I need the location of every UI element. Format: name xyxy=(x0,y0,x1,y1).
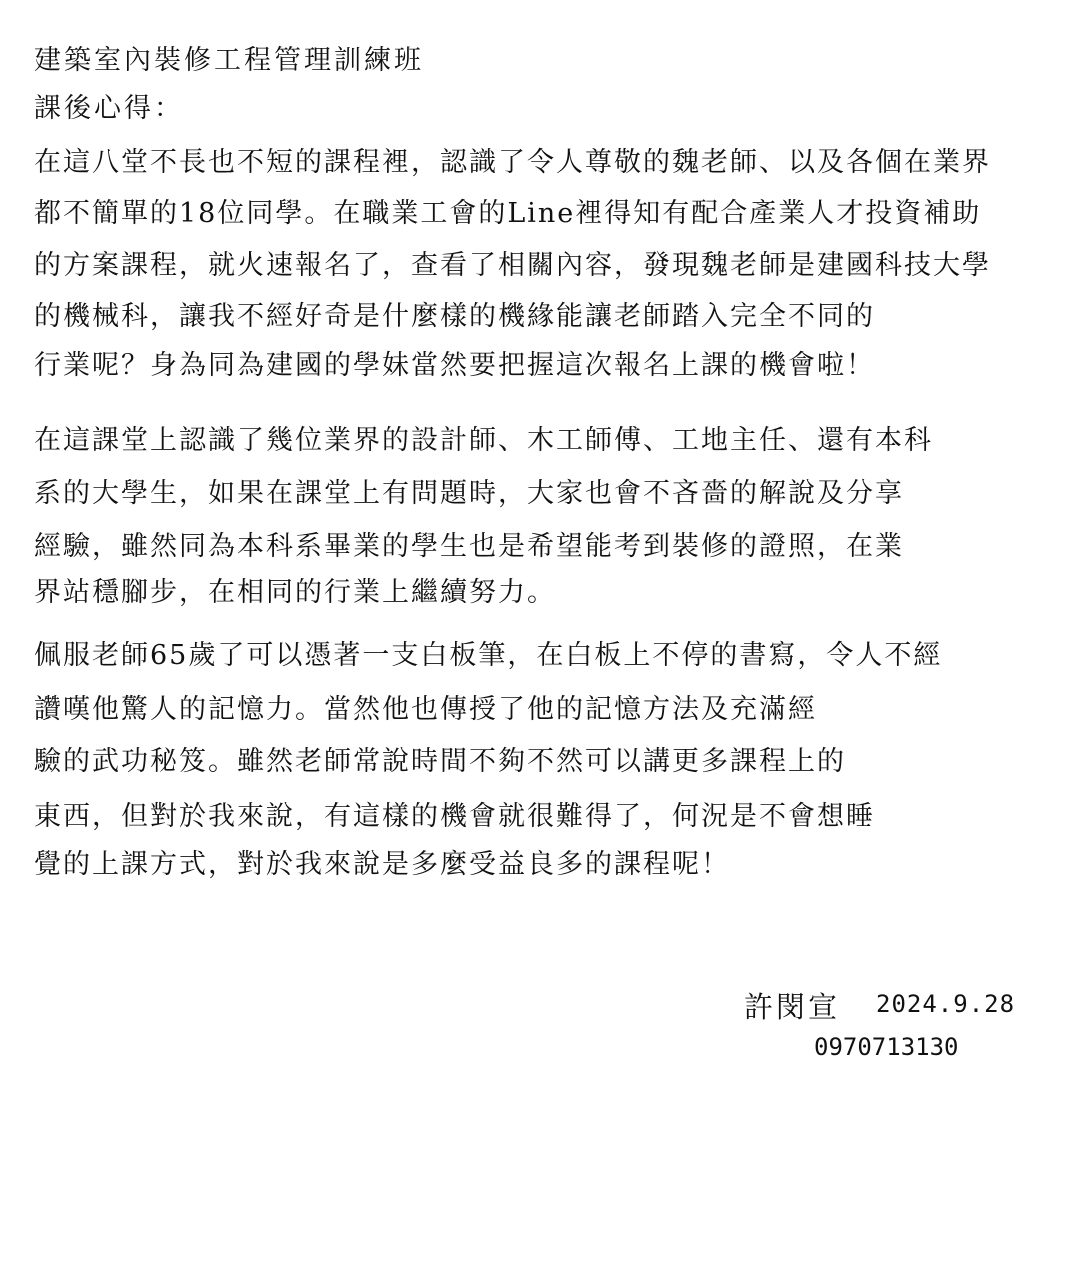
paragraph-1-line-3: 的方案課程，就火速報名了，查看了相關內容，發現魏老師是建國科技大學 xyxy=(34,250,991,281)
paragraph-3-line-5: 覺的上課方式，對於我來說是多麼受益良多的課程呢！ xyxy=(34,849,730,880)
paragraph-3-line-4: 東西，但對於我來說，有這樣的機會就很難得了，何況是不會想睡 xyxy=(34,801,875,832)
paragraph-3-line-1: 佩服老師65歲了可以憑著一支白板筆，在白板上不停的書寫，令人不經 xyxy=(34,640,943,671)
document-title: 建築室內裝修工程管理訓練班 xyxy=(34,45,424,76)
document-subtitle: 課後心得： xyxy=(34,93,184,124)
paragraph-3-line-3: 驗的武功秘笈。雖然老師常說時間不夠不然可以講更多課程上的 xyxy=(34,746,846,777)
paragraph-2-line-2: 系的大學生，如果在課堂上有問題時，大家也會不吝嗇的解說及分享 xyxy=(34,478,904,509)
signature-name: 許閔宣 xyxy=(744,990,841,1024)
paragraph-2-line-4: 界站穩腳步，在相同的行業上繼續努力。 xyxy=(34,577,556,608)
paragraph-3-line-2: 讚嘆他驚人的記憶力。當然他也傳授了他的記憶方法及充滿經 xyxy=(34,694,817,725)
signature-phone: 0970713130 xyxy=(814,1033,959,1061)
paragraph-1-line-4: 的機械科，讓我不經好奇是什麼樣的機緣能讓老師踏入完全不同的 xyxy=(34,301,875,332)
signature-date: 2024.9.28 xyxy=(876,990,1016,1018)
paragraph-2-line-1: 在這課堂上認識了幾位業界的設計師、木工師傅、工地主任、還有本科 xyxy=(34,425,933,456)
paragraph-1-line-2: 都不簡單的18位同學。在職業工會的Line裡得知有配合產業人才投資補助 xyxy=(34,198,982,229)
paragraph-2-line-3: 經驗，雖然同為本科系畢業的學生也是希望能考到裝修的證照，在業 xyxy=(34,531,904,562)
paragraph-1-line-5: 行業呢？身為同為建國的學妹當然要把握這次報名上課的機會啦！ xyxy=(34,350,875,381)
paragraph-1-line-1: 在這八堂不長也不短的課程裡，認識了令人尊敬的魏老師、以及各個在業界 xyxy=(34,147,991,178)
